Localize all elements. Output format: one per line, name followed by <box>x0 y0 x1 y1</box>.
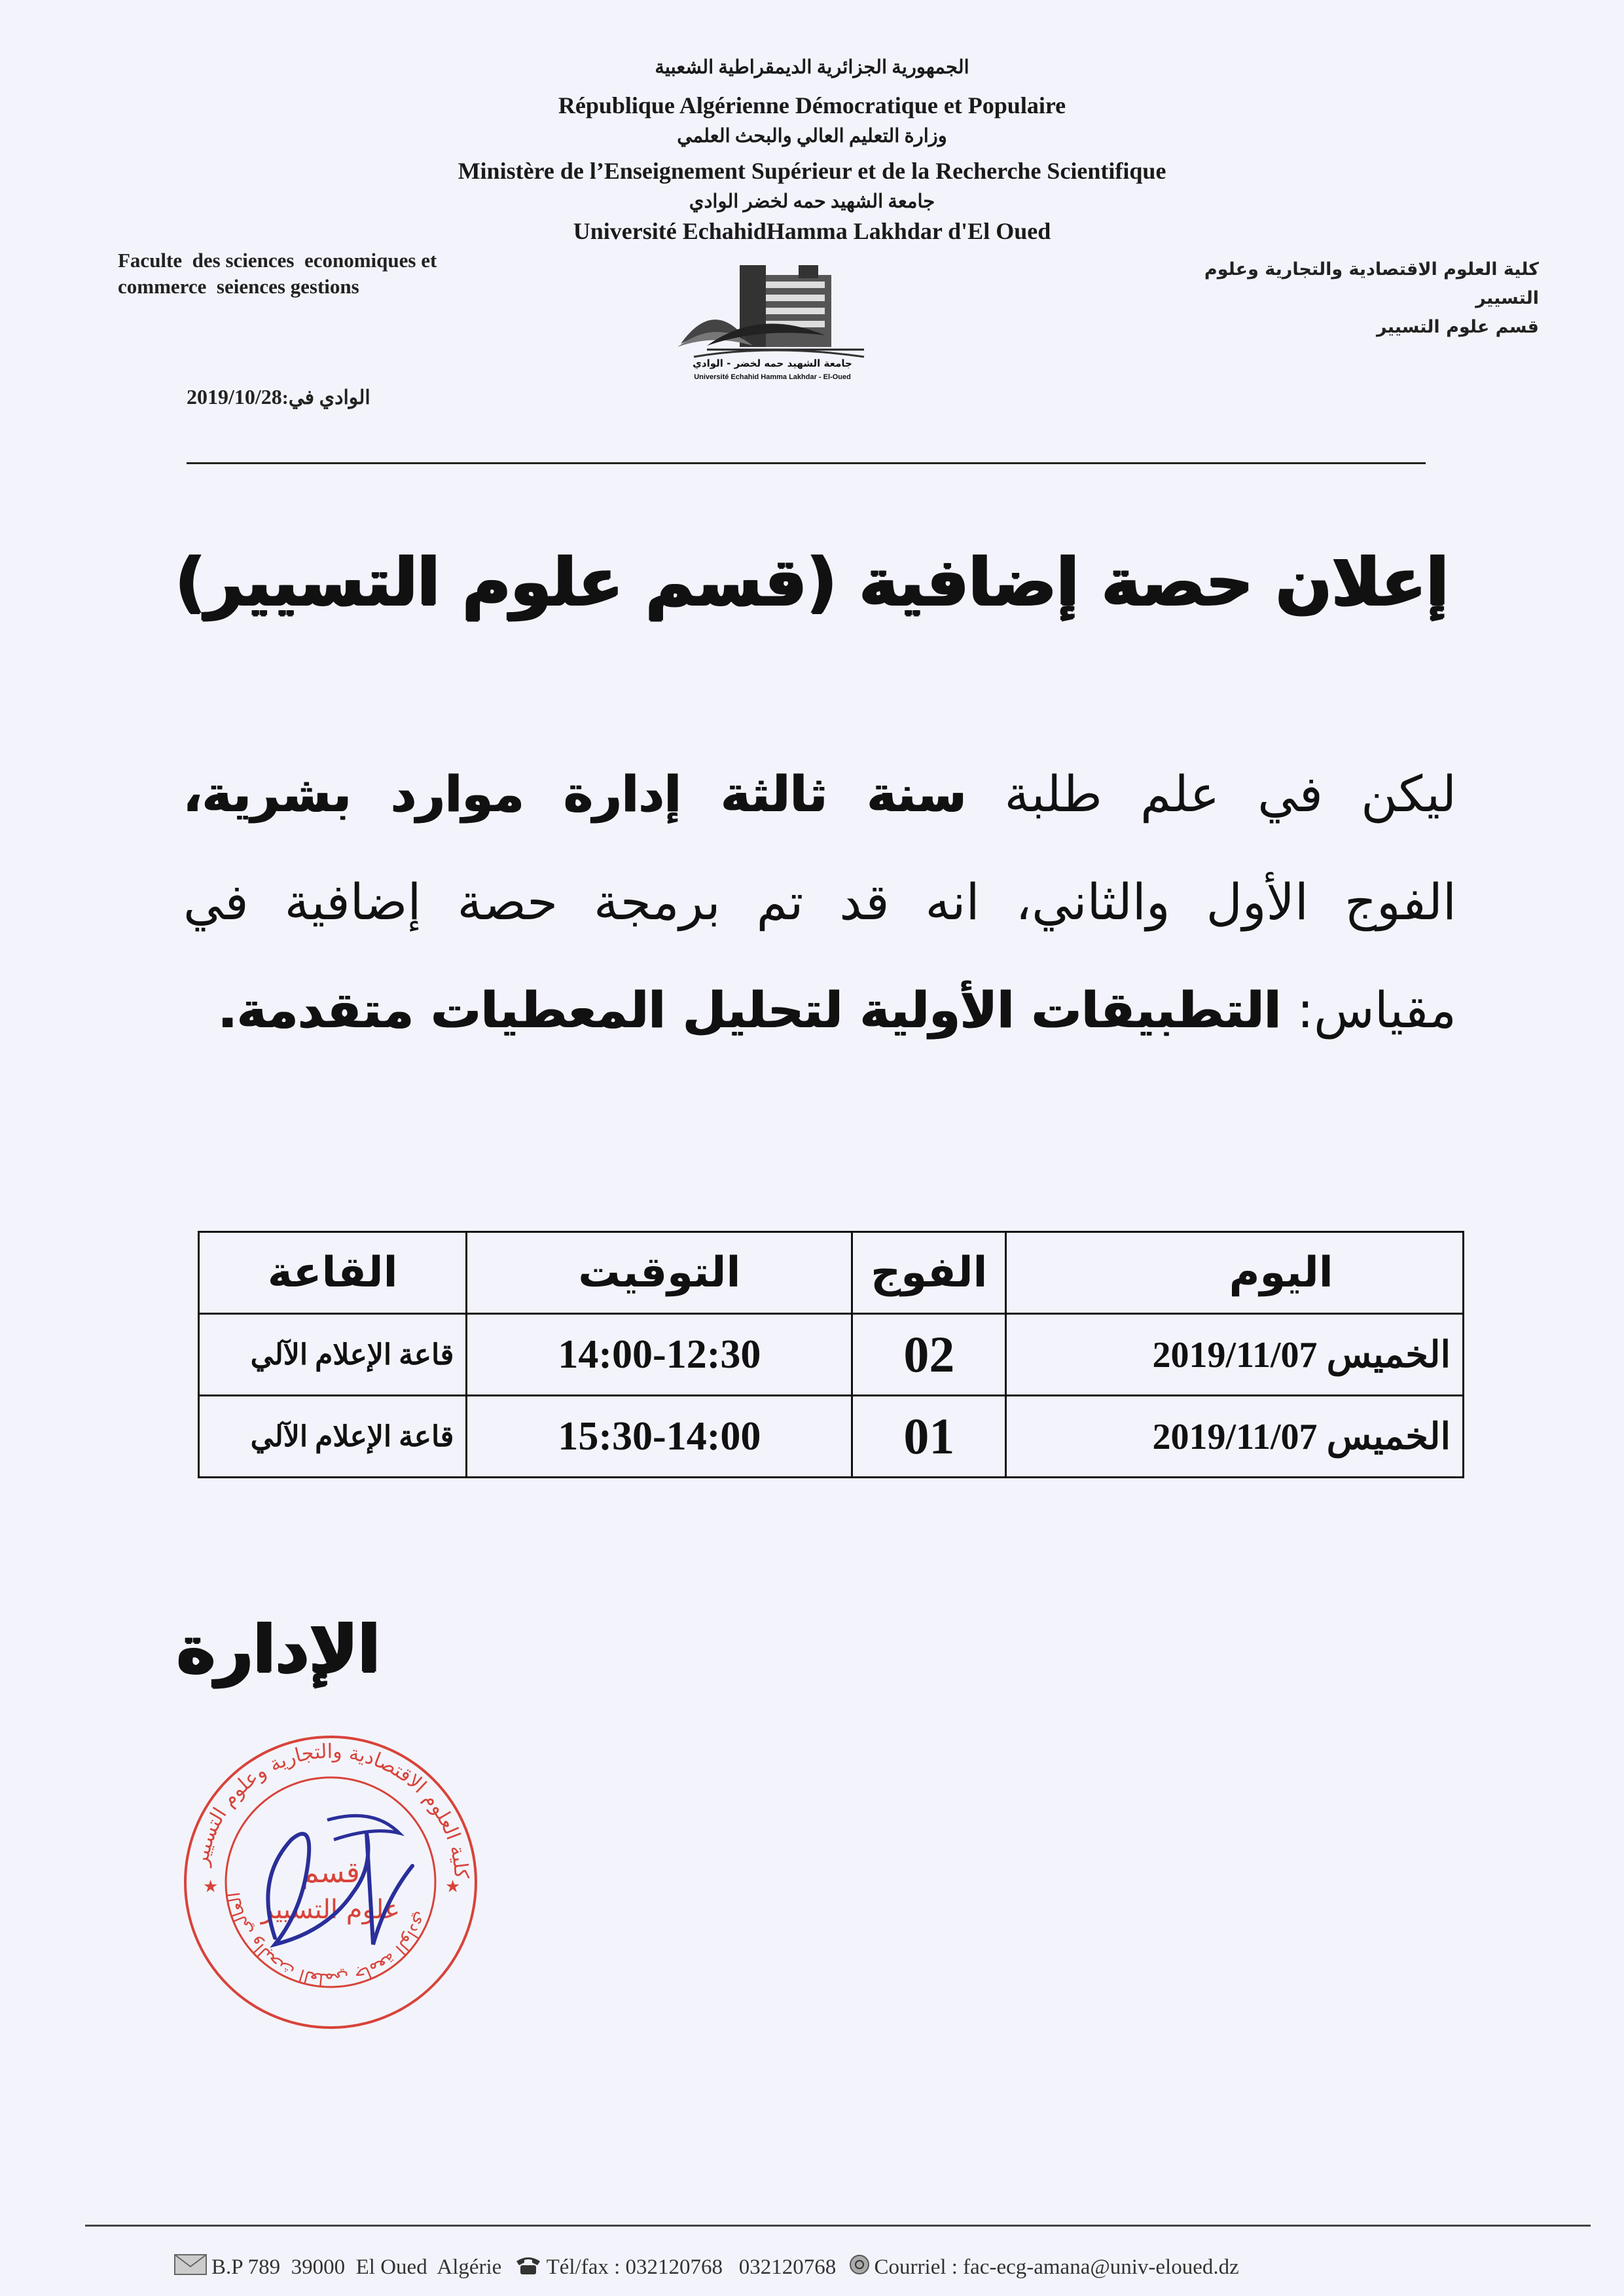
ministry-fr: Ministère de l’Enseignement Supérieur et de la Recherche Scientifique <box>458 158 1166 184</box>
row-room: قاعة الإعلام الآلي <box>199 1396 467 1478</box>
mail-icon <box>173 2253 208 2282</box>
table-row <box>199 1314 1464 1396</box>
faculty-ar <box>1146 255 1539 342</box>
university-logo-icon <box>668 262 877 390</box>
stamp-icon <box>177 1728 484 2036</box>
header-day: اليوم <box>1006 1232 1464 1314</box>
footer-email: Courriel : fac-ecg-amana@univ-eloued.dz <box>874 2255 1239 2279</box>
department-stamp <box>177 1728 484 2036</box>
body-line-3-a: مقياس: <box>1281 981 1456 1039</box>
header-time: التوقيت <box>467 1232 852 1314</box>
schedule-header-row <box>199 1232 1464 1314</box>
logo-caption-ar: جامعة الشهيد حمه لخضر - الوادي <box>693 357 852 369</box>
footer <box>167 2253 1476 2282</box>
svg-text:★: ★ <box>203 1877 219 1897</box>
faculty-fr-line1: Faculte des sciences economiques et <box>118 249 437 272</box>
university-fr: Université EchahidHamma Lakhdar d'El Oued <box>573 218 1051 244</box>
republic-fr: République Algérienne Démocratique et Populaire <box>558 92 1066 118</box>
document-date <box>187 385 370 409</box>
announcement-title: إعلان حصة إضافية (قسم علوم التسيير) <box>175 543 1449 620</box>
row-group: 01 <box>852 1396 1006 1478</box>
row-day: الخميس 2019/11/07 <box>1006 1314 1464 1396</box>
header-divider <box>187 462 1426 464</box>
svg-text:★: ★ <box>445 1877 461 1897</box>
row-day: الخميس 2019/11/07 <box>1006 1396 1464 1478</box>
body-line-2: الفوج الأول والثاني، انه قد تم برمجة حصة إضافية في <box>183 873 1456 931</box>
footer-address: B.P 789 39000 El Oued Algérie <box>211 2255 502 2279</box>
logo-caption-fr: Université Echahid Hamma Lakhdar - El-Oued <box>694 373 851 381</box>
stamp-center-2: علوم التسيير <box>261 1895 401 1925</box>
row-room: قاعة الإعلام الآلي <box>199 1314 467 1396</box>
body-line-3 <box>183 956 1456 1064</box>
announcement-body <box>183 740 1456 1064</box>
header-group: الفوج <box>852 1232 1006 1314</box>
faculty-ar-line1: كلية العلوم الاقتصادية والتجارية وعلوم التسيير <box>1204 259 1539 308</box>
administration-label: الإدارة <box>177 1611 380 1687</box>
phone-icon <box>514 2253 543 2282</box>
date-value: 2019/10/28 <box>187 385 282 409</box>
date-label: الوادي في: <box>281 387 370 409</box>
faculty-fr-line2: commerce seiences gestions <box>118 275 359 298</box>
row-time: 14:00-12:30 <box>467 1314 852 1396</box>
stamp-ring-text: كلية العلوم الاقتصادية والتجارية وعلوم التسيير <box>189 1740 473 1880</box>
table-row <box>199 1396 1464 1478</box>
stamp-center-1: قسم <box>301 1856 360 1889</box>
body-line-1-b: سنة ثالثة إدارة موارد بشرية، <box>183 765 967 823</box>
university-logo <box>668 262 877 390</box>
university-ar: جامعة الشهيد حمه لخضر الوادي <box>689 191 935 212</box>
faculty-ar-line2: قسم علوم التسيير <box>1376 317 1539 337</box>
header-room: القاعة <box>199 1232 467 1314</box>
body-line-1-a: ليكن في علم طلبة <box>966 765 1456 823</box>
ministry-ar: وزارة التعليم العالي والبحث العلمي <box>677 126 947 147</box>
body-line-1 <box>183 740 1456 848</box>
republic-ar: الجمهورية الجزائرية الديمقراطية الشعبية <box>655 57 969 78</box>
footer-phone: Tél/fax : 032120768 032120768 <box>546 2255 837 2279</box>
email-icon <box>848 2253 871 2282</box>
schedule-table <box>198 1231 1464 1478</box>
row-time: 15:30-14:00 <box>467 1396 852 1478</box>
footer-divider <box>85 2225 1591 2227</box>
stamp-outer-text: العالي والبحث العلمي جامعة الوادي <box>224 1891 432 1990</box>
body-line-3-b: التطبيقات الأولية لتحليل المعطيات متقدمة. <box>218 981 1282 1039</box>
row-group: 02 <box>852 1314 1006 1396</box>
faculty-fr <box>118 247 537 300</box>
